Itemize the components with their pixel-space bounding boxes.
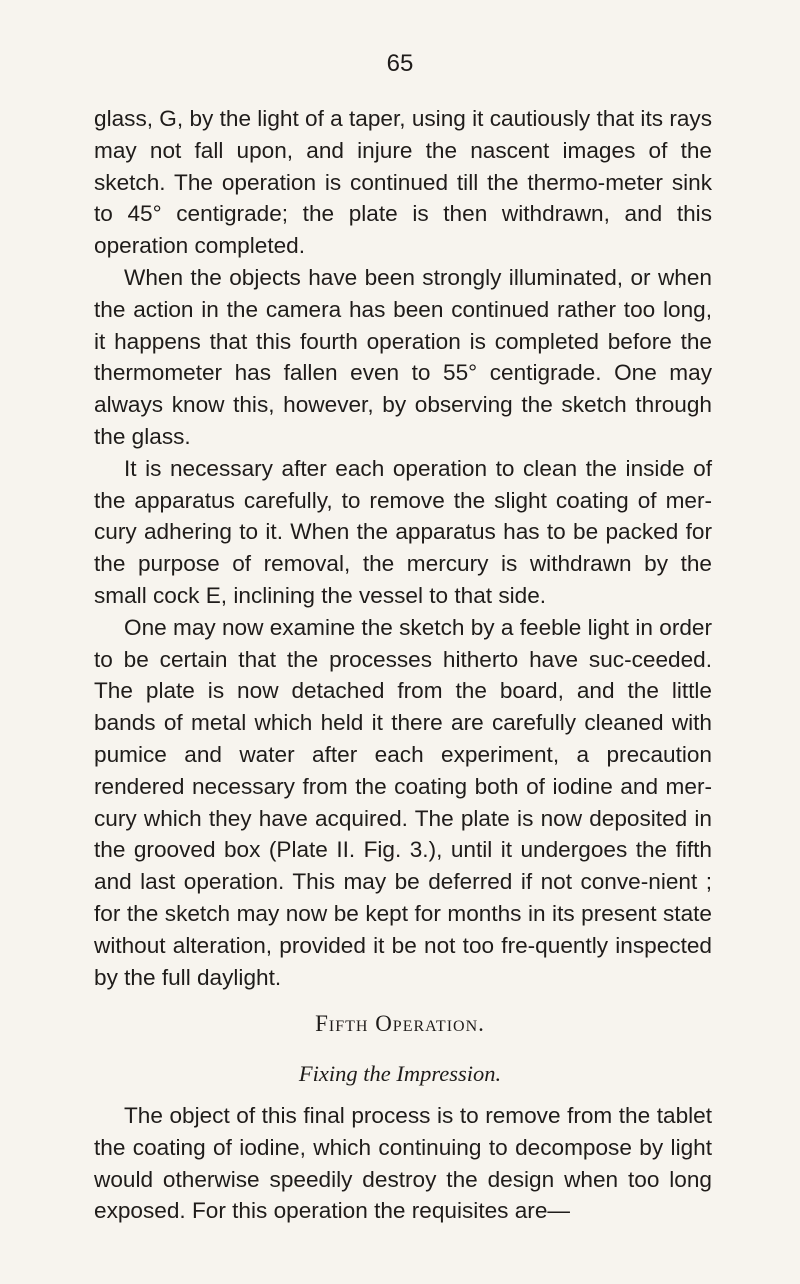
main-text-block <box>94 103 712 993</box>
section-heading: Fifth Operation. <box>315 1011 485 1036</box>
page-number: 65 <box>386 50 414 77</box>
paragraph-2: When the objects have been strongly illuminated, or when the action in the camera has been continued rather too long, it happens that this fourth operation is completed before the thermometer has fallen even to 55° centigrade. One may always know this, however, by observing the sketch through the glass. <box>94 264 712 449</box>
section-subtitle: Fixing the Impression. <box>298 1061 502 1086</box>
section-text-block <box>94 1100 712 1227</box>
paragraph-5: The object of this final process is to remove from the tablet the coating of iodine, which continuing to decompose by light would otherwise speedily destroy the design when too long exposed. For this operation the requisites are— <box>94 1103 712 1224</box>
paragraph-3: It is necessary after each operation to clean the inside of the apparatus carefully, to remove the slight coating of mer-cury adhering to it. When the apparatus has to be packed for the purpose of removal, the mercury is withdrawn by the small cock E, inclining the vessel to that side. <box>94 455 712 608</box>
paragraph-1: glass, G, by the light of a taper, using it cautiously that its rays may not fall upon, and injure the nascent images of the sketch. The operation is continued till the thermo-meter sink to 45° centigrade; the plate is then withdrawn, and this operation completed. <box>94 106 712 259</box>
paragraph-4: One may now examine the sketch by a feeble light in order to be certain that the processes hitherto have suc-ceeded. The plate is now detached from the board, and the little bands of metal which held it there are carefully cleaned with pumice and water after each experiment, a precaution rendered necessary from the coating both of iodine and mer-cury which they have acquired. The plate is now deposited in the grooved box (Plate II. Fig. 3.), until it undergoes the fifth and last operation. This may be deferred if not conve-nient ; for the sketch may now be kept for months in its present state without alteration, provided it be not too fre-quently inspected by the full daylight. <box>94 614 712 990</box>
